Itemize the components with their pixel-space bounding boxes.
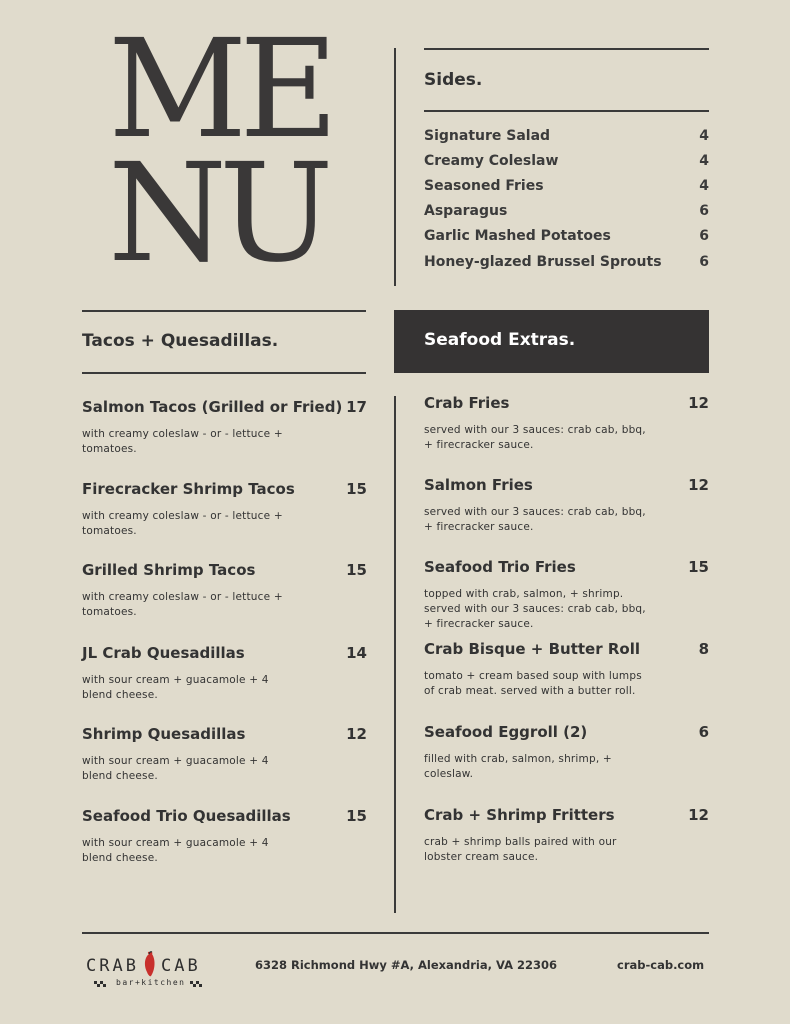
- lower-divider: [394, 396, 396, 913]
- menu-item-description: with sour cream + guacamole + 4 blend cheese.: [82, 674, 269, 701]
- menu-item-header: [424, 558, 709, 576]
- menu-item-description: with sour cream + guacamole + 4 blend cheese.: [82, 755, 269, 782]
- side-item-name: Signature Salad: [424, 128, 551, 144]
- menu-item-header: [424, 476, 709, 494]
- checker-right-icon: [190, 981, 204, 987]
- chili-pepper-icon: [141, 950, 159, 978]
- menu-item-name: Crab + Shrimp Fritters: [424, 806, 615, 824]
- side-item-price: 4: [699, 178, 709, 194]
- menu-item-name: Seafood Trio Fries: [424, 558, 576, 576]
- menu-item-name: Crab Bisque + Butter Roll: [424, 640, 640, 658]
- logo-subline: [94, 980, 202, 988]
- logo-text-left: CRAB: [86, 956, 139, 976]
- menu-item: [82, 807, 367, 866]
- side-item: [424, 228, 709, 253]
- menu-item-price: 6: [698, 723, 709, 741]
- tacos-rule-bottom: [82, 372, 366, 374]
- menu-item: [82, 480, 367, 539]
- menu-item: [82, 398, 367, 457]
- side-item: [424, 203, 709, 228]
- menu-item-header: [82, 480, 367, 498]
- menu-item-price: 15: [346, 807, 367, 825]
- menu-item-price: 12: [688, 394, 709, 412]
- footer-website[interactable]: crab-cab.com: [617, 958, 705, 972]
- menu-item-header: [424, 394, 709, 412]
- menu-item-price: 12: [688, 476, 709, 494]
- menu-item-header: [424, 723, 709, 741]
- menu-item-name: Seafood Eggroll (2): [424, 723, 588, 741]
- menu-item-header: [82, 398, 367, 416]
- menu-item: [424, 640, 709, 699]
- menu-item-description: tomato + cream based soup with lumps of crab meat. served with a butter roll.: [424, 670, 642, 697]
- menu-title-line2: NU: [108, 135, 326, 293]
- side-item-price: 4: [699, 153, 709, 169]
- menu-item-price: 17: [346, 398, 367, 416]
- menu-item-description: filled with crab, salmon, shrimp, + coleslaw.: [424, 753, 612, 780]
- menu-item-header: [82, 561, 367, 579]
- side-item-price: 6: [699, 254, 709, 270]
- menu-item-header: [82, 807, 367, 825]
- menu-item-header: [424, 640, 709, 658]
- menu-item: [424, 394, 709, 453]
- menu-item-description: served with our 3 sauces: crab cab, bbq, + firecracker sauce.: [424, 424, 646, 451]
- logo-sub-text: bar+kitchen: [116, 978, 186, 987]
- menu-item-name: Salmon Tacos (Grilled or Fried): [82, 398, 343, 416]
- menu-item-header: [82, 725, 367, 743]
- menu-item-description: served with our 3 sauces: crab cab, bbq, + firecracker sauce.: [424, 506, 646, 533]
- menu-item: [82, 561, 367, 620]
- tacos-rule-top: [82, 310, 366, 312]
- menu-item-name: Crab Fries: [424, 394, 510, 412]
- menu-item: [82, 644, 367, 703]
- tacos-heading: Tacos + Quesadillas.: [82, 331, 279, 351]
- menu-item-description: with creamy coleslaw - or - lettuce + tomatoes.: [82, 428, 283, 455]
- footer-address: 6328 Richmond Hwy #A, Alexandria, VA 22306: [255, 958, 558, 972]
- crab-cab-logo: [86, 950, 206, 994]
- side-item: [424, 128, 709, 153]
- footer-rule: [82, 932, 709, 934]
- menu-item-name: JL Crab Quesadillas: [82, 644, 245, 662]
- logo-text-right: CAB: [161, 956, 201, 976]
- menu-item-description: with creamy coleslaw - or - lettuce + tomatoes.: [82, 510, 283, 537]
- side-item-price: 6: [699, 228, 709, 244]
- menu-item-price: 14: [346, 644, 367, 662]
- side-item-name: Garlic Mashed Potatoes: [424, 228, 611, 244]
- menu-item-price: 8: [698, 640, 709, 658]
- checker-left-icon: [94, 981, 114, 987]
- menu-item-name: Salmon Fries: [424, 476, 533, 494]
- seafood-heading-box: [394, 310, 709, 373]
- menu-item-name: Seafood Trio Quesadillas: [82, 807, 291, 825]
- menu-item-description: with sour cream + guacamole + 4 blend cheese.: [82, 837, 269, 864]
- menu-item: [82, 725, 367, 784]
- side-item-name: Asparagus: [424, 203, 508, 219]
- menu-item-name: Firecracker Shrimp Tacos: [82, 480, 295, 498]
- menu-item-header: [424, 806, 709, 824]
- side-item-name: Seasoned Fries: [424, 178, 544, 194]
- menu-title-line1: ME: [108, 11, 331, 169]
- top-divider: [394, 48, 396, 286]
- sides-heading: Sides.: [424, 70, 483, 90]
- menu-item: [424, 806, 709, 865]
- menu-item-description: crab + shrimp balls paired with our lobster cream sauce.: [424, 836, 617, 863]
- menu-item-description: topped with crab, salmon, + shrimp. served with our 3 sauces: crab cab, bbq, + firecracker sauce.: [424, 588, 646, 630]
- menu-item-header: [82, 644, 367, 662]
- seafood-heading: Seafood Extras.: [424, 330, 576, 350]
- side-item: [424, 153, 709, 178]
- sides-rule-top: [424, 48, 709, 50]
- menu-item: [424, 723, 709, 782]
- menu-item-price: 12: [346, 725, 367, 743]
- menu-item-price: 15: [346, 480, 367, 498]
- side-item-name: Creamy Coleslaw: [424, 153, 559, 169]
- menu-item-name: Grilled Shrimp Tacos: [82, 561, 256, 579]
- side-item: [424, 178, 709, 203]
- menu-item-price: 15: [346, 561, 367, 579]
- menu-item-name: Shrimp Quesadillas: [82, 725, 246, 743]
- side-item-name: Honey-glazed Brussel Sprouts: [424, 254, 662, 270]
- menu-item-description: with creamy coleslaw - or - lettuce + tomatoes.: [82, 591, 283, 618]
- sides-rule-bottom: [424, 110, 709, 112]
- menu-item-price: 15: [688, 558, 709, 576]
- menu-title: [108, 11, 348, 293]
- side-item-price: 6: [699, 203, 709, 219]
- side-item-price: 4: [699, 128, 709, 144]
- side-item: [424, 254, 709, 279]
- menu-item: [424, 558, 709, 632]
- menu-item: [424, 476, 709, 535]
- menu-item-price: 12: [688, 806, 709, 824]
